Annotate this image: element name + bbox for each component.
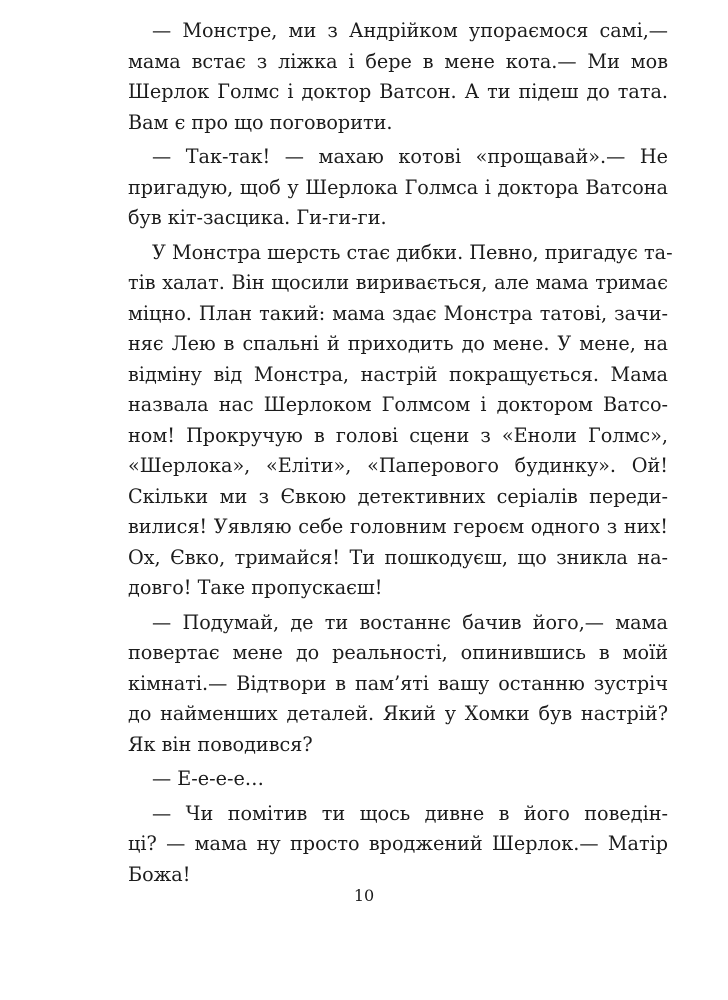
text-line: Ох, Євко, тримайся! Ти пошкодуєш, що зникла на-	[128, 545, 668, 569]
text-line: — Монстре, ми з Андрійком упораємося самі,—	[152, 19, 668, 42]
text-line: довго! Таке пропускаєш!	[128, 576, 383, 599]
text-line: — Чи помітив ти щось дивне в його поведін-	[152, 801, 668, 825]
text-line: ном! Прокручую в голові сцени з «Еноли Голмс»,	[128, 423, 668, 447]
text-line: У Монстра шерсть стає дибки. Певно, пригадує та-	[152, 240, 673, 264]
text-line: — Так-так! — махаю котові «прощавай».— Не	[152, 145, 668, 168]
paragraph-5	[128, 764, 668, 795]
text-line: кімнаті.— Відтвори в пам’яті вашу останню зустріч	[128, 671, 668, 695]
text-line: тів халат. Він щосили виривається, але мама тримає	[128, 271, 668, 294]
paragraph-6	[128, 799, 668, 891]
paragraph-2	[128, 142, 668, 234]
text-line: був кіт-засцика. Ги-ги-ги.	[128, 206, 387, 229]
text-line: повертає мене до реальності, опинившись в моїй	[128, 641, 668, 664]
text-line: міцно. План такий: мама здає Монстра татові, зачи-	[128, 301, 668, 325]
text-line: назвала нас Шерлоком Голмсом і доктором Ватсо-	[128, 393, 668, 416]
text-line: Вам є про що поговорити.	[128, 110, 393, 134]
text-line: Божа!	[128, 862, 191, 886]
page-number: 10	[353, 886, 375, 905]
book-page-text	[128, 16, 673, 890]
text-line: мама встає з ліжка і бере в мене кота.— Ми мов	[128, 49, 668, 73]
text-line: няє Лею в спальні й приходить до мене. У мене, на	[128, 332, 668, 355]
paragraph-4	[128, 608, 668, 761]
paragraph-3	[128, 238, 673, 604]
text-line: Шерлок Голмс і доктор Ватсон. А ти підеш до тата.	[128, 80, 668, 103]
text-line: вилися! Уявляю себе головним героєм одного з них!	[128, 515, 668, 538]
text-line: Як він поводився?	[128, 732, 313, 756]
text-line: ці? — мама ну просто вроджений Шерлок.— Матір	[128, 832, 668, 855]
paragraph-1	[128, 16, 668, 138]
text-line: — Е-е-е-е…	[152, 767, 264, 790]
text-line: до найменших деталей. Який у Хомки був настрій?	[128, 702, 668, 725]
text-line: — Подумай, де ти востаннє бачив його,— мама	[152, 610, 668, 634]
text-line: відміну від Монстра, настрій покращується. Мама	[128, 362, 668, 386]
text-line: Скільки ми з Євкою детективних серіалів переди-	[128, 484, 668, 508]
text-line: «Шерлока», «Еліти», «Паперового будинку». Ой!	[128, 454, 668, 477]
text-line: пригадую, щоб у Шерлока Голмса і доктора Ватсона	[128, 175, 668, 199]
